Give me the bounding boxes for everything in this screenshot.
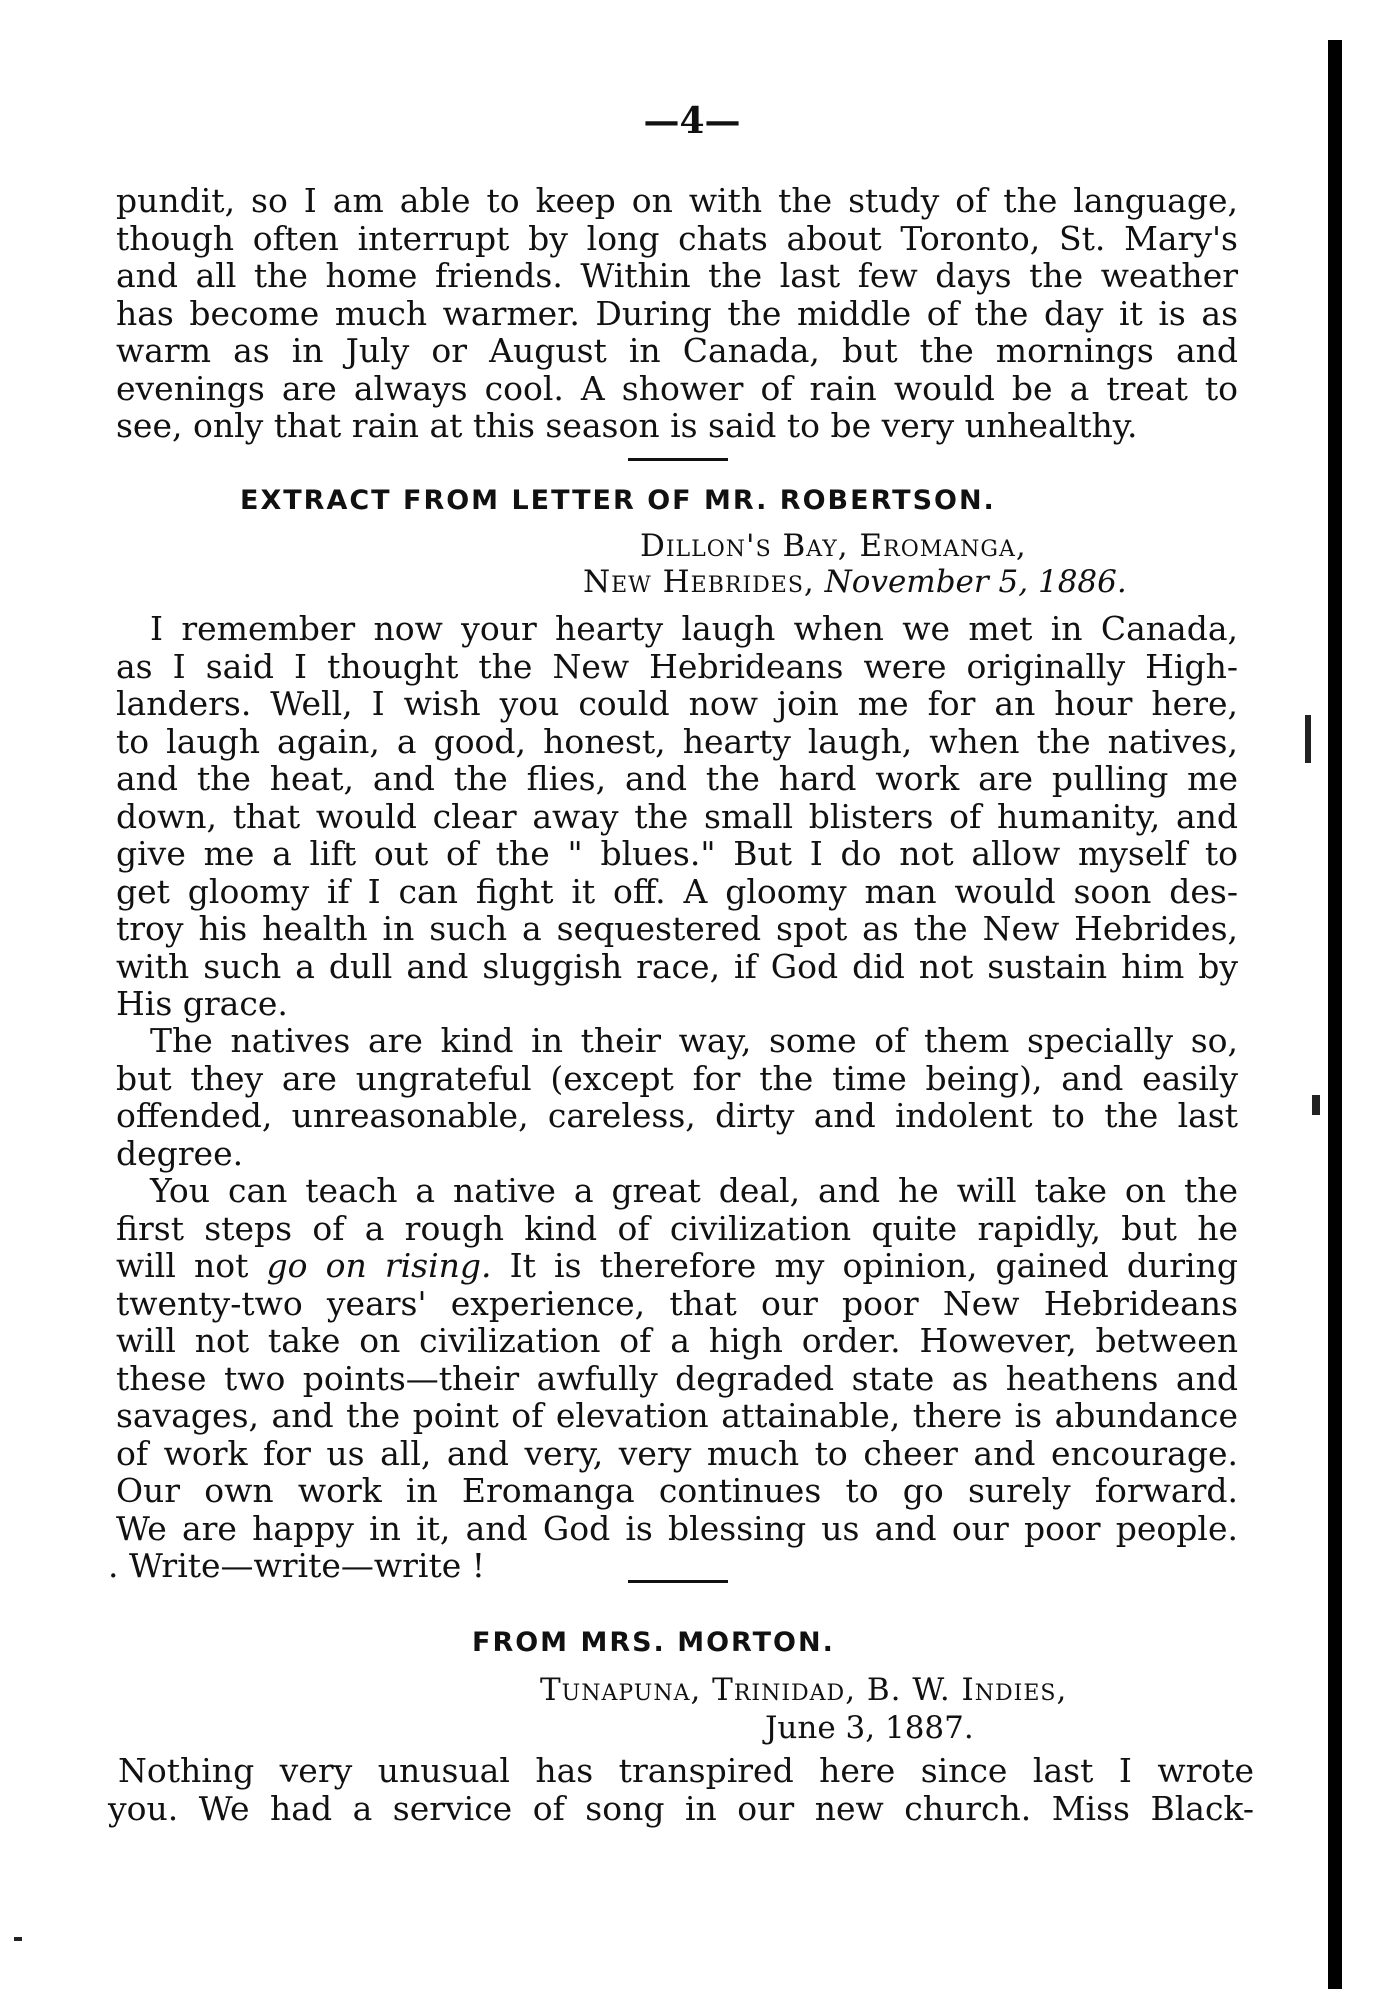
text-line: to laugh again, a good, honest, hearty laugh, when the natives,: [116, 721, 1238, 761]
robertson-paragraph-3: [116, 1172, 1238, 1547]
text-line: You can teach a native a great deal, and he will take on the: [150, 1171, 1238, 1210]
text-line: and the heat, and the flies, and the hard work are pulling me: [116, 759, 1238, 798]
text-line: offended, unreasonable, careless, dirty and indolent to the last: [116, 1096, 1238, 1135]
section-divider-1: [628, 458, 728, 461]
place-date-line-2: [583, 564, 1127, 600]
text-line: but they are ungrateful (except for the time being), and easily: [116, 1058, 1238, 1098]
text-line: get gloomy if I can fight it off. A gloomy man would soon des-: [116, 871, 1238, 911]
text-line: warm as in July or August in Canada, but the mornings and: [116, 331, 1238, 370]
place-line-2: New Hebrides,: [583, 564, 815, 600]
text-line: Nothing very unusual has transpired here since last I wrote: [118, 1751, 1254, 1790]
section-heading-robertson: EXTRACT FROM LETTER OF MR. ROBERTSON.: [240, 485, 996, 516]
text-line: We are happy in it, and God is blessing us and our poor people.: [116, 1508, 1238, 1548]
section-divider-2: [628, 1580, 728, 1583]
text-line: twenty-two years' experience, that our poor New Hebrideans: [116, 1283, 1238, 1323]
text-line: these two points—their awfully degraded state as heathens and: [116, 1358, 1238, 1398]
text-line: as I said I thought the New Hebrideans were originally High-: [116, 646, 1238, 686]
section-heading-morton: FROM MRS. MORTON.: [472, 1627, 835, 1658]
text-line: with such a dull and sluggish race, if God did not sustain him by: [116, 946, 1238, 986]
text-line: will not take on civilization of a high order. However, between: [116, 1321, 1238, 1360]
text-line: The natives are kind in their way, some of them specially so,: [150, 1021, 1238, 1060]
text-segment: will not: [116, 1246, 267, 1285]
text-line: I remember now your hearty laugh when we met in Canada,: [150, 609, 1238, 648]
text-line: His grace.: [116, 984, 288, 1023]
morton-place-line: Tunapuna, Trinidad, B. W. Indies,: [540, 1672, 1068, 1708]
text-line: landers. Well, I wish you could now join me for an hour here,: [116, 684, 1238, 723]
text-line: and all the home friends. Within the last few days the weather: [116, 256, 1238, 295]
text-line: pundit, so I am able to keep on with the study of the language,: [116, 181, 1238, 220]
text-line: of work for us all, and very, very much to cheer and encourage.: [116, 1433, 1238, 1473]
text-line-with-italic: [116, 1247, 1238, 1285]
text-line: see, only that rain at this season is said to be very unhealthy.: [116, 406, 1138, 445]
robertson-paragraph-2: [116, 1022, 1238, 1172]
text-line: troy his health in such a sequestered spot as the New Hebrides,: [116, 909, 1238, 948]
morton-paragraph: [108, 1752, 1254, 1827]
text-segment: It is therefore my opinion, gained during: [491, 1246, 1238, 1285]
margin-speck: [1312, 1095, 1320, 1115]
text-line: degree.: [116, 1133, 244, 1173]
text-line: though often interrupt by long chats about Toronto, St. Mary's: [116, 218, 1238, 258]
text-line: you. We had a service of song in our new church. Miss Black-: [108, 1788, 1254, 1828]
morton-date-line: June 3, 1887.: [765, 1710, 974, 1746]
margin-speck: [1305, 715, 1311, 763]
text-line: savages, and the point of elevation attainable, there is abundance: [116, 1396, 1238, 1435]
text-line: has become much warmer. During the middle of the day it is as: [116, 293, 1238, 333]
page-edge-bar: [1328, 40, 1342, 1989]
italic-phrase: go on rising.: [266, 1246, 492, 1285]
page-number: —4—: [643, 100, 741, 142]
text-line: down, that would clear away the small blisters of humanity, and: [116, 796, 1238, 836]
robertson-paragraph-1: [116, 610, 1238, 1023]
text-line: first steps of a rough kind of civilization quite rapidly, but he: [116, 1208, 1238, 1248]
text-line: evenings are always cool. A shower of rain would be a treat to: [116, 368, 1238, 408]
text-line: Our own work in Eromanga continues to go surely forward.: [116, 1471, 1238, 1510]
margin-speck: [14, 1937, 22, 1941]
text-line: give me a lift out of the " blues." But I do not allow myself to: [116, 834, 1238, 873]
place-line-1: Dillon's Bay, Eromanga,: [640, 528, 1027, 564]
intro-paragraph: [116, 182, 1238, 445]
letter-date: November 5, 1886.: [814, 564, 1127, 600]
robertson-closing: . Write—write—write !: [108, 1546, 486, 1585]
